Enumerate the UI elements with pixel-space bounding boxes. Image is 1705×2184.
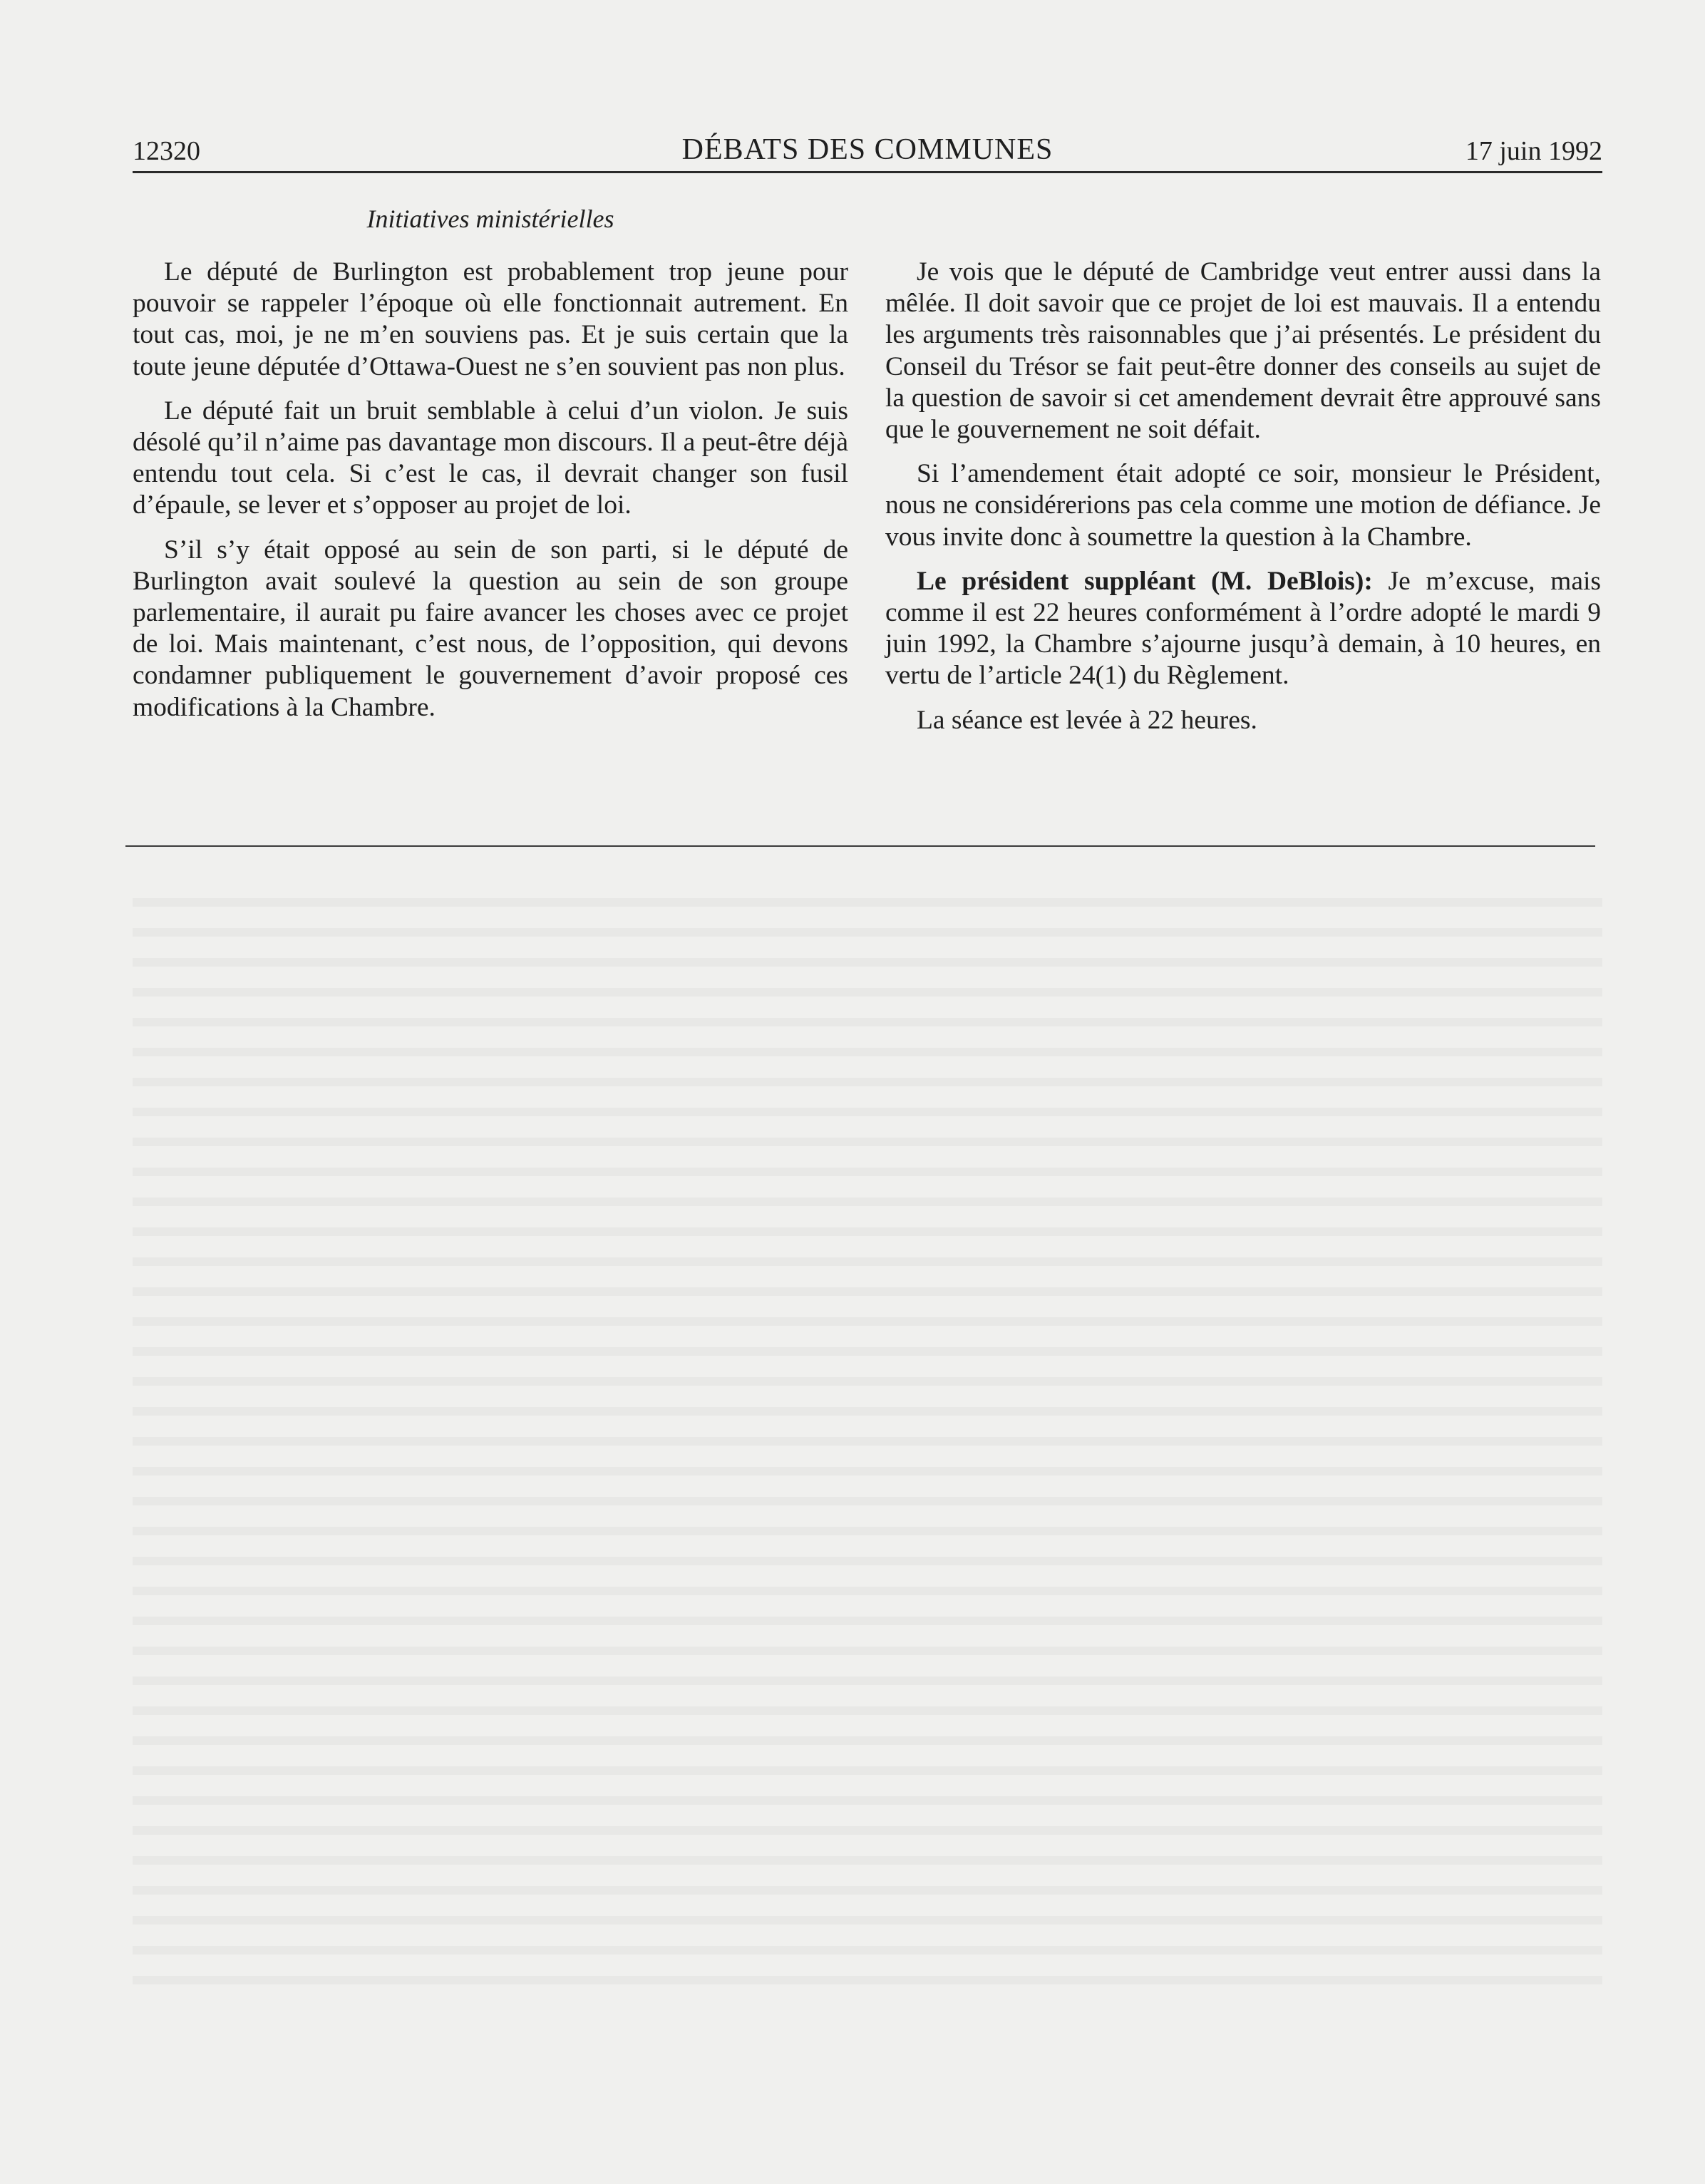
header-rule — [133, 171, 1602, 173]
speaker-paragraph — [885, 566, 1601, 692]
closing-statement: La séance est levée à 22 heures. — [917, 705, 1257, 735]
paragraph: Si l’amendement était adopté ce soir, monsieur le Président, nous ne considérerions pas cela comme une motion de défiance. Je vous invite donc à soumettre la question à la Chambre. — [885, 459, 1601, 552]
right-column — [885, 257, 1601, 749]
page-date: 17 juin 1992 — [1465, 136, 1602, 166]
bleed-through-texture — [133, 877, 1602, 2003]
section-end-rule — [125, 845, 1595, 847]
paragraph: S’il s’y était opposé au sein de son parti, si le député de Burlington avait soulevé la question au sein de son groupe parlementaire, il aurait pu faire avancer les choses avec ce projet de loi. Mais maintenant, c’est nous, de l’opposition, qui devons condamner publiquement le gouvernement d’avoir proposé ces modifications à la Chambre. — [133, 535, 848, 722]
paragraph: Le député de Burlington est probablement trop jeune pour pouvoir se rappeler l’époque où elle fonctionnait autrement. En tout cas, moi, je ne m’en souviens pas. Et je suis certain que la toute jeune députée d’Ottawa-Ouest ne s’en souvient pas non plus. — [133, 257, 848, 381]
page-header — [133, 130, 1602, 167]
section-heading: Initiatives ministérielles — [366, 205, 614, 233]
paragraph: Le député fait un bruit semblable à celui d’un violon. Je suis désolé qu’il n’aime pas davantage mon discours. Il a peut-être déjà entendu tout cela. Si c’est le cas, il devrait changer son fusil d’épaule, se lever et s’opposer au projet de loi. — [133, 396, 848, 520]
speaker-name: Le président suppléant (M. DeBlois): — [917, 566, 1373, 596]
left-column — [133, 257, 848, 736]
speaker-text: Je m’excuse, mais comme il est 22 heures conformément à l’ordre adopté le mardi 9 juin 1992, la Chambre s’ajourne jusqu’à demain, à 10 heures, en vertu de l’article 24(1) du Règlement. — [885, 566, 1602, 691]
journal-title: DÉBATS DES COMMUNES — [681, 133, 1054, 166]
paragraph: Je vois que le député de Cambridge veut entrer aussi dans la mêlée. Il doit savoir que ce projet de loi est mauvais. Il a entendu les arguments très raisonnables que j’ai présentés. Le président du Conseil du Trésor se fait peut-être donner des conseils au sujet de la question de savoir si cet amendement devrait être approuvé sans que le gouvernement ne soit défait. — [885, 257, 1601, 445]
page-number: 12320 — [133, 136, 200, 166]
